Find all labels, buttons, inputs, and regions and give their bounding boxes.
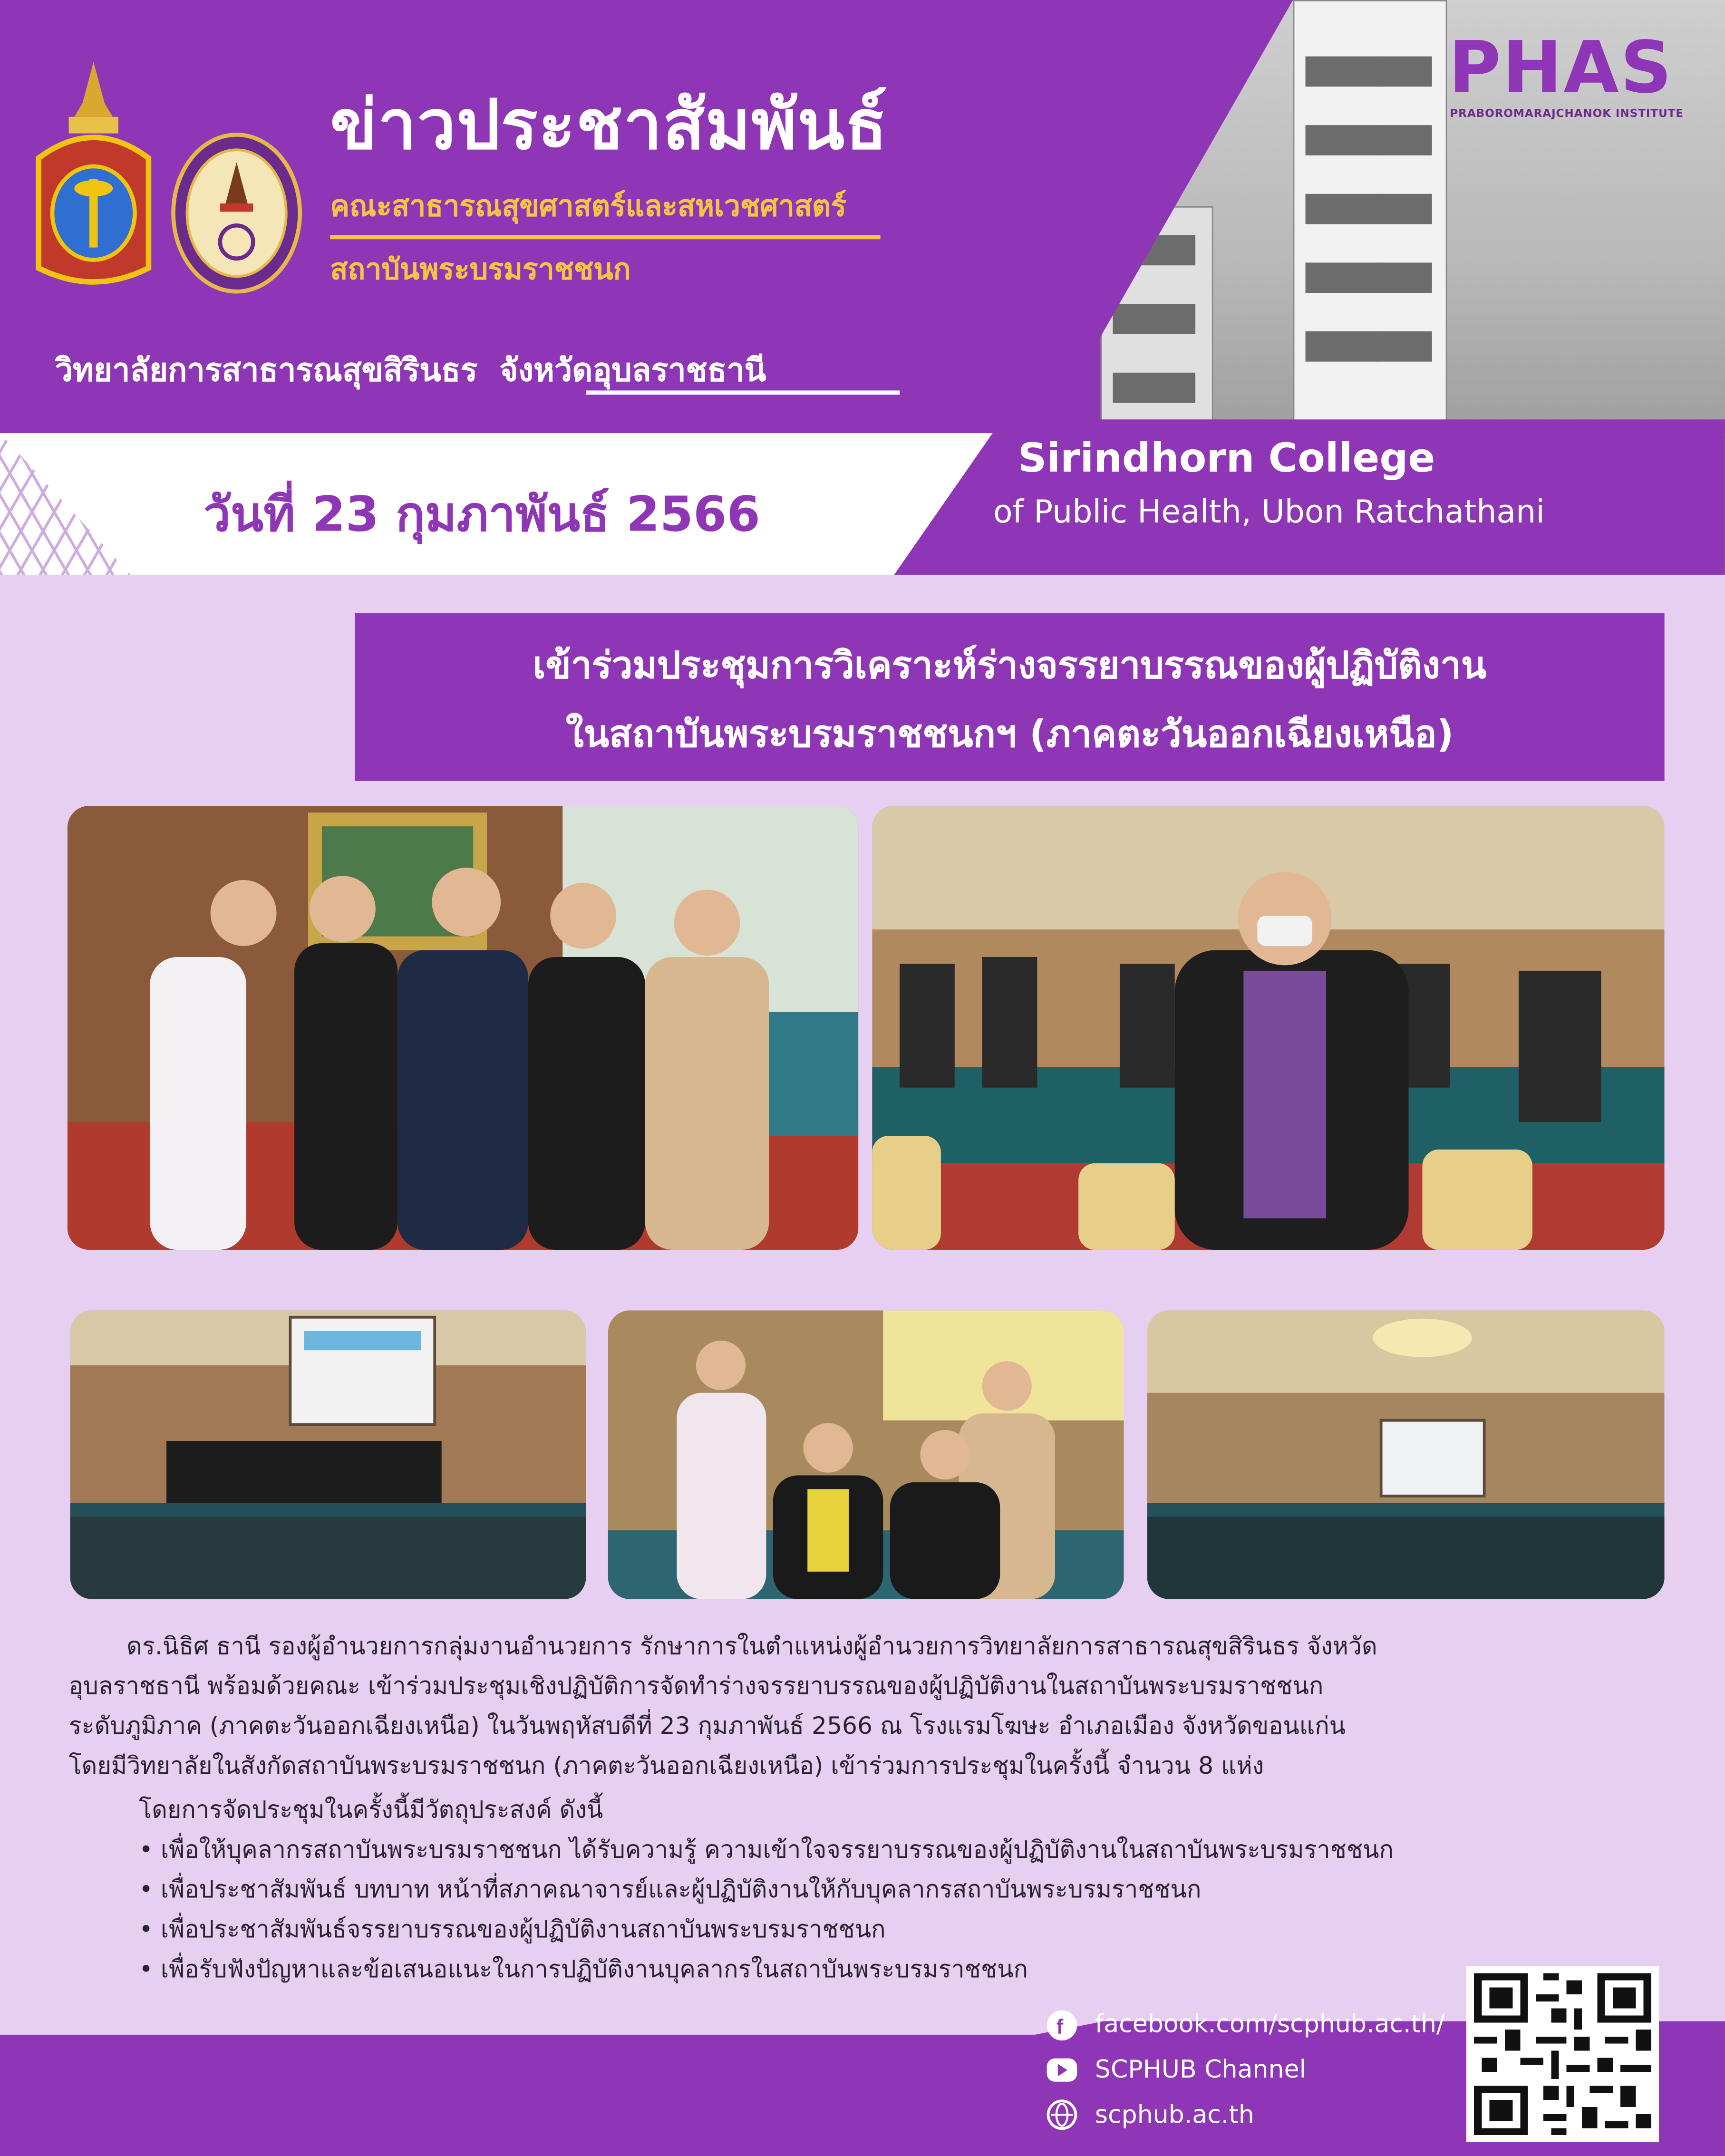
institute-name: สถาบันพระบรมราชชนก (330, 253, 631, 286)
body-paragraph-line-3: ระดับภูมิภาค (ภาคตะวันออกเฉียงเหนือ) ในวันพฤหัสบดีที่ 23 กุมภาพันธ์ 2566 ณ โรงแรมโฆษะ อำเภอเมือง จังหวัดขอนแก่น (68, 1713, 1346, 1741)
objectives-intro: โดยการจัดประชุมในครั้งนี้มีวัตถุประสงค์ ดังนี้ (139, 1797, 603, 1825)
objective-bullet: • เพื่อรับฟังปัญหาและข้อเสนอแนะในการปฏิบัติงานบุคลากรในสถาบันพระบรมราชชนก (139, 1956, 1028, 1984)
youtube-channel-link[interactable]: SCPHUB Channel (1095, 2055, 1307, 2085)
photo-group-portrait (68, 806, 859, 1250)
website-link[interactable]: scphub.ac.th (1095, 2101, 1254, 2130)
headline-line-2: ในสถาบันพระบรมราชชนกฯ (ภาคตะวันออกเฉียงเหนือ) (565, 714, 1454, 756)
youtube-icon[interactable] (1047, 2059, 1077, 2082)
province-underline (586, 390, 900, 395)
qr-code[interactable] (1466, 1966, 1659, 2142)
phas-logo: PHAS (1448, 27, 1673, 110)
body-paragraph-line-2: อุบลราชธานี พร้อมด้วยคณะ เข้าร่วมประชุมเชิงปฏิบัติการจัดทำร่างจรรยาบรรณของผู้ปฏิบัติงานในสถาบันพระบรมราชชนก (68, 1673, 1324, 1701)
college-name-en-2: of Public Health, Ubon Ratchathani (993, 495, 1545, 531)
ministry-emblem (28, 62, 160, 289)
objective-bullet: • เพื่อประชาสัมพันธ์ บทบาท หน้าที่สภาคณาจารย์และผู้ปฏิบัติงานให้กับบุคลากรสถาบันพระบรมราชชนก (139, 1876, 1202, 1905)
photo-presentation (70, 1310, 586, 1599)
faculty-name: คณะสาธารณสุขศาสตร์และสหเวชศาสตร์ (330, 190, 846, 223)
phas-logo-subtitle: PRABOROMARAJCHANOK INSTITUTE (1450, 107, 1684, 120)
institute-emblem (171, 132, 303, 294)
facebook-link[interactable]: facebook.com/scphub.ac.th/ (1095, 2010, 1445, 2040)
body-paragraph-line-1: ดร.นิธิศ ธานี รองผู้อำนวยการกลุ่มงานอำนวยการ รักษาการในตำแหน่งผู้อำนวยการวิทยาลัยการสาธารณสุขสิรินธร จังหวัด (126, 1633, 1377, 1661)
building-facade (1293, 0, 1447, 436)
body-paragraph-line-4: โดยมีวิทยาลัยในสังกัดสถาบันพระบรมราชชนก (ภาคตะวันออกเฉียงเหนือ) เข้าร่วมการประชุมในครั้งนี้ จำนวน 8 แห่ง (68, 1753, 1264, 1781)
svg-text:f: f (1056, 2015, 1064, 2039)
headline-line-1: เข้าร่วมประชุมการวิเคราะห์ร่างจรรยาบรรณของผู้ปฏิบัติงาน (533, 645, 1487, 688)
news-date: วันที่ 23 กุมภาพันธ์ 2566 (204, 488, 760, 543)
college-province: จังหวัดอุบลราชธานี (499, 353, 766, 389)
gold-divider (330, 235, 880, 240)
college-name-th (55, 347, 766, 396)
photo-conference-hall (1147, 1310, 1665, 1599)
photo-seated-group (608, 1310, 1124, 1599)
college-name-th-part1: วิทยาลัยการสาธารณสุขสิรินธร (55, 353, 478, 389)
photo-meeting-standing (872, 806, 1664, 1250)
objective-bullet: • เพื่อประชาสัมพันธ์จรรยาบรรณของผู้ปฏิบัติงานสถาบันพระบรมราชชนก (139, 1916, 886, 1944)
college-name-en-1: Sirindhorn College (1018, 434, 1435, 482)
header-title: ข่าวประชาสัมพันธ์ (330, 85, 888, 165)
objective-bullet: • เพื่อให้บุคลากรสถาบันพระบรมราชชนก ได้รับความรู้ ความเข้าใจจรรยาบรรณของผู้ปฏิบัติงานในสถาบันพระบรมราชชนก (139, 1837, 1394, 1865)
facebook-icon[interactable] (1047, 2010, 1077, 2040)
globe-icon[interactable] (1047, 2099, 1077, 2130)
